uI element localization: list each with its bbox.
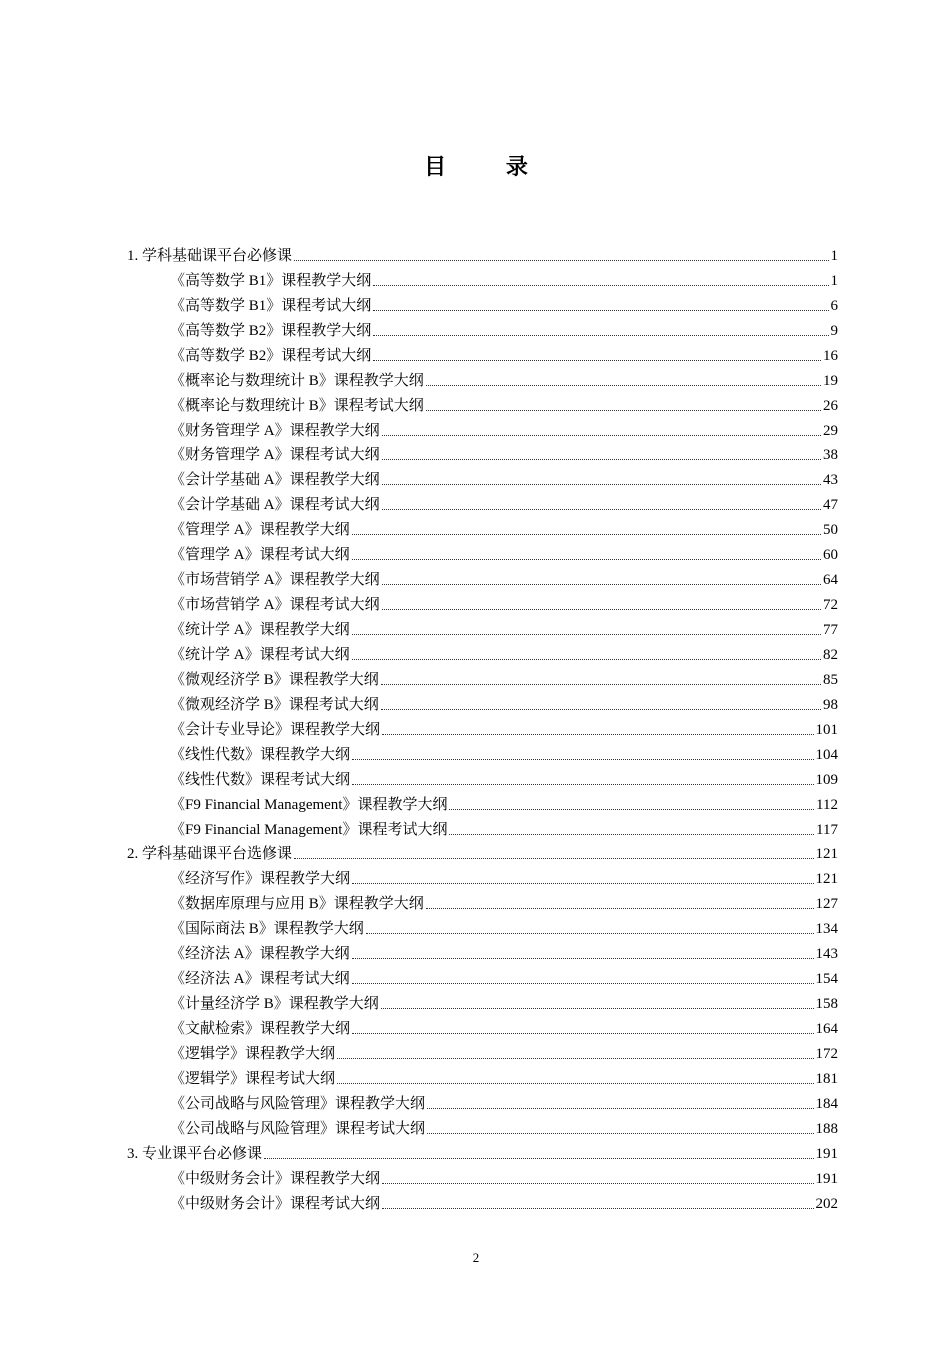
toc-entry[interactable] [127,1089,838,1114]
toc-entry[interactable] [127,640,838,665]
toc-entry[interactable] [127,715,838,740]
toc-entry[interactable] [127,790,838,815]
dot-leader [427,1108,813,1109]
dot-leader [352,958,814,959]
toc-page-number: 164 [815,1021,838,1037]
toc-page-number: 191 [815,1170,838,1187]
toc-page-number: 181 [815,1070,838,1087]
toc-entry-label: 《高等数学 B1》课程教学大纲 [170,272,372,289]
toc-page-number: 202 [815,1195,838,1212]
toc-page-number: 158 [815,996,838,1013]
toc-entry-label: 《数据库原理与应用 B》课程教学大纲 [170,896,424,913]
toc-entry[interactable] [127,291,838,316]
toc-entry-label: 《中级财务会计》课程教学大纲 [170,1170,381,1187]
dot-leader [352,559,821,560]
toc-entry-label: 《概率论与数理统计 B》课程教学大纲 [170,372,424,389]
dot-leader [264,1158,813,1159]
toc-entry[interactable] [127,889,838,914]
toc-page-number: 104 [815,746,838,763]
dot-leader [352,883,813,884]
toc-entry[interactable] [127,465,838,490]
toc-entry-label: 专业课平台必修课 [142,1145,263,1162]
dot-leader [382,459,821,460]
dot-leader [352,784,813,785]
toc-entry-label: 《市场营销学 A》课程教学大纲 [170,572,380,589]
toc-entry-label: 《F9 Financial Management》课程考试大纲 [170,821,448,838]
toc-entry-label: 《文献检索》课程教学大纲 [170,1021,351,1037]
dot-leader [382,435,821,436]
toc-entry[interactable] [127,765,838,790]
toc-entry-label: 《公司战略与风险管理》课程教学大纲 [170,1095,426,1112]
dot-leader [373,360,821,361]
dot-leader [352,659,821,660]
toc-page-number: 1 [830,247,838,264]
toc-entry-label: 《财务管理学 A》课程教学大纲 [170,422,380,439]
dot-leader [382,1208,813,1209]
dot-leader [381,1008,814,1009]
dot-leader [426,385,821,386]
toc-entry-label: 《经济写作》课程教学大纲 [170,871,351,888]
toc-page-number: 43 [823,472,838,489]
toc-entry[interactable] [127,1014,838,1039]
toc-entry[interactable] [127,1114,838,1139]
dot-leader [366,933,814,934]
toc-section-number: 2. [127,846,139,863]
dot-leader [294,858,813,859]
toc-page-number: 60 [823,547,838,564]
toc-entry-label: 《公司战略与风险管理》课程考试大纲 [170,1120,426,1137]
toc-entry-label: 《市场营销学 A》课程考试大纲 [170,597,380,614]
toc-entry[interactable] [127,490,838,515]
toc-page-number: 29 [823,422,838,439]
dot-leader [382,734,813,735]
toc-entry[interactable] [127,690,838,715]
toc-entry-label: 《财务管理学 A》课程考试大纲 [170,447,380,464]
table-of-contents [127,241,838,1214]
toc-entry[interactable] [127,316,838,341]
dot-leader [449,834,814,835]
toc-page-number: 184 [815,1095,838,1112]
toc-entry-label: 《会计专业导论》课程教学大纲 [170,721,381,738]
dot-leader [337,1083,813,1084]
toc-page-number: 154 [815,971,838,988]
page-number: 2 [472,1250,480,1265]
dot-leader [337,1058,813,1059]
toc-entry[interactable] [127,515,838,540]
toc-entry[interactable] [127,1064,838,1089]
dot-leader [352,759,813,760]
toc-section-entry[interactable] [127,1139,838,1164]
toc-entry-label: 《高等数学 B2》课程教学大纲 [170,322,372,339]
dot-leader [352,534,821,535]
toc-entry-label: 《概率论与数理统计 B》课程考试大纲 [170,397,424,414]
toc-section-entry[interactable] [127,241,838,266]
dot-leader [382,609,821,610]
dot-leader [382,1183,813,1184]
toc-entry-label: 《高等数学 B2》课程考试大纲 [170,347,372,364]
toc-page-number: 26 [823,397,838,414]
toc-title: 目 录 [424,155,554,180]
toc-page-number: 121 [815,846,838,863]
toc-entry-label: 《F9 Financial Management》课程教学大纲 [170,796,448,813]
toc-page-number: 109 [815,771,838,788]
toc-entry-label: 《经济法 A》课程考试大纲 [170,971,350,988]
toc-entry-label: 《线性代数》课程教学大纲 [170,746,351,763]
toc-page-number: 64 [823,572,838,589]
toc-entry[interactable] [127,815,838,840]
dot-leader [426,410,821,411]
toc-entry[interactable] [127,615,838,640]
toc-entry-label: 《国际商法 B》课程教学大纲 [170,921,364,938]
toc-page-number: 16 [823,347,838,364]
toc-entry[interactable] [127,540,838,565]
toc-entry-label: 《管理学 A》课程教学大纲 [170,522,350,539]
toc-entry[interactable] [127,989,838,1014]
toc-entry-label: 《统计学 A》课程教学大纲 [170,622,350,638]
dot-leader [294,260,828,261]
toc-entry[interactable] [127,391,838,416]
toc-entry[interactable] [127,1164,838,1189]
toc-page-number: 188 [815,1120,838,1137]
toc-entry-label: 《中级财务会计》课程考试大纲 [170,1195,381,1212]
dot-leader [381,684,821,685]
toc-entry-label: 《会计学基础 A》课程教学大纲 [170,472,380,489]
toc-entry[interactable] [127,740,838,765]
toc-entry[interactable] [127,341,838,366]
dot-leader [382,584,821,585]
toc-page-number: 191 [815,1145,838,1162]
dot-leader [382,509,821,510]
dot-leader [427,1133,813,1134]
toc-entry[interactable] [127,565,838,590]
toc-page-number: 9 [830,322,838,339]
toc-page-number: 1 [830,272,838,289]
toc-entry[interactable] [127,864,838,889]
toc-entry[interactable] [127,590,838,615]
toc-entry[interactable] [127,441,838,466]
dot-leader [373,310,828,311]
toc-entry[interactable] [127,914,838,939]
toc-page-number: 143 [815,946,838,963]
toc-entry-label: 《逻辑学》课程教学大纲 [170,1045,336,1062]
dot-leader [352,1033,813,1034]
toc-section-entry[interactable] [127,840,838,865]
dot-leader [352,634,821,635]
toc-page-number: 82 [823,646,838,663]
toc-entry-label: 《会计学基础 A》课程考试大纲 [170,497,380,514]
toc-page-number: 117 [816,821,838,838]
toc-page-number: 72 [823,597,838,614]
dot-leader [381,709,821,710]
toc-entry[interactable] [127,665,838,690]
toc-page-number: 38 [823,447,838,464]
toc-entry[interactable] [127,1189,838,1214]
toc-page-number: 101 [815,721,838,738]
toc-page-number: 98 [823,696,838,713]
toc-page-number: 134 [815,921,838,938]
toc-entry[interactable] [127,1039,838,1064]
toc-entry[interactable] [127,366,838,391]
dot-leader [373,335,828,336]
toc-section-number: 3. [127,1145,139,1162]
dot-leader [426,908,814,909]
toc-page-number: 85 [823,671,838,688]
toc-entry[interactable] [127,939,838,964]
toc-entry-label: 《微观经济学 B》课程教学大纲 [170,671,379,688]
toc-entry[interactable] [127,266,838,291]
dot-leader [449,809,814,810]
toc-entry-label: 《统计学 A》课程考试大纲 [170,646,350,663]
toc-page-number: 112 [816,796,838,813]
toc-entry-label: 《高等数学 B1》课程考试大纲 [170,297,372,314]
toc-page-number: 47 [823,497,838,514]
toc-entry-label: 学科基础课平台必修课 [142,247,293,264]
toc-entry[interactable] [127,964,838,989]
toc-section-number: 1. [127,247,139,264]
toc-page-number: 19 [823,372,838,389]
toc-entry-label: 《经济法 A》课程教学大纲 [170,946,350,963]
dot-leader [382,484,821,485]
dot-leader [352,983,814,984]
toc-entry-label: 《线性代数》课程考试大纲 [170,771,351,788]
toc-entry[interactable] [127,416,838,441]
toc-page-number: 172 [815,1045,838,1062]
toc-page-number: 121 [815,871,838,888]
toc-page-number: 50 [823,522,838,539]
toc-entry-label: 《管理学 A》课程考试大纲 [170,547,350,564]
dot-leader [373,285,828,286]
toc-entry-label: 学科基础课平台选修课 [142,846,293,863]
toc-page-number: 77 [823,622,838,638]
toc-entry-label: 《微观经济学 B》课程考试大纲 [170,696,379,713]
toc-entry-label: 《逻辑学》课程考试大纲 [170,1070,336,1087]
toc-entry-label: 《计量经济学 B》课程教学大纲 [170,996,379,1013]
toc-page-number: 127 [815,896,838,913]
toc-page-number: 6 [830,297,838,314]
